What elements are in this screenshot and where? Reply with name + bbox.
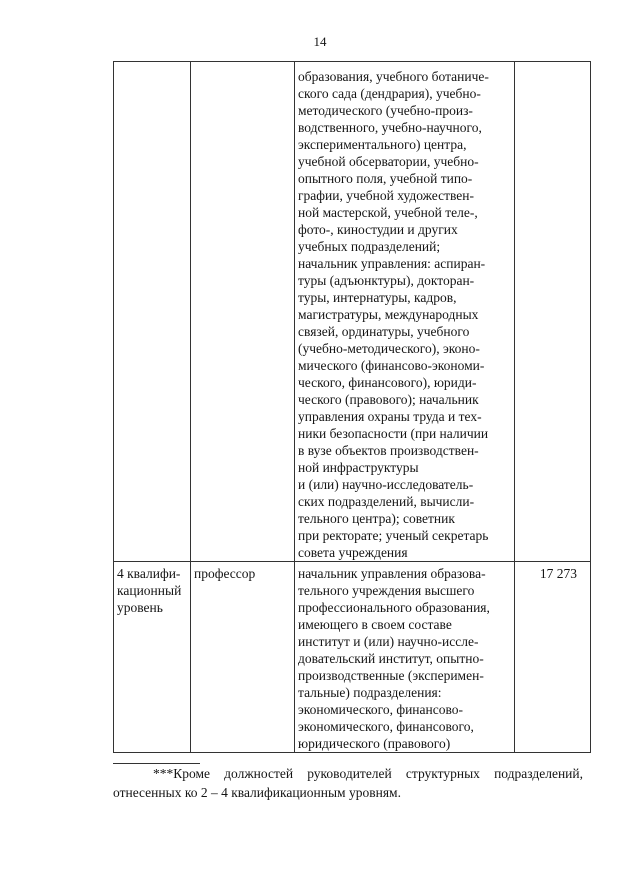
text-line: образования, учебного ботаниче- bbox=[298, 69, 489, 84]
text-line: начальник управления: аспиран- bbox=[298, 256, 486, 271]
level-cell bbox=[114, 562, 191, 753]
text-line: экспериментального) центра, bbox=[298, 137, 467, 152]
text-line: связей, ординатуры, учебного bbox=[298, 324, 470, 339]
text-line: имеющего в своем составе bbox=[298, 617, 452, 632]
table-row bbox=[114, 562, 591, 753]
text-line: начальник управления образова- bbox=[298, 566, 486, 581]
text-line: туры (адъюнктуры), докторан- bbox=[298, 273, 475, 288]
text-line: (учебно-методического), эконо- bbox=[298, 341, 480, 356]
footnote-line: ***Кроме должностей руководителей структурных подразделений, bbox=[153, 766, 583, 781]
text-line: управления охраны труда и тех- bbox=[298, 409, 482, 424]
position-cell bbox=[191, 562, 295, 753]
duties-cell bbox=[295, 62, 515, 562]
text-line: производственные (эксперимен- bbox=[298, 668, 484, 683]
text-line: ческого (правового); начальник bbox=[298, 392, 479, 407]
text-line: экономического, финансового, bbox=[298, 719, 474, 734]
text-line: институт и (или) научно-иссле- bbox=[298, 634, 479, 649]
text-line: уровень bbox=[117, 600, 163, 615]
duties-cell bbox=[295, 562, 515, 753]
text-line: мического (финансово-экономи- bbox=[298, 358, 485, 373]
level-cell bbox=[114, 62, 191, 562]
text-line: магистратуры, международных bbox=[298, 307, 479, 322]
salary-cell bbox=[515, 562, 591, 753]
text-line: довательский институт, опытно- bbox=[298, 651, 484, 666]
position-text: профессор bbox=[194, 566, 256, 581]
text-line: ских подразделений, вычисли- bbox=[298, 494, 475, 509]
footnote bbox=[113, 764, 583, 802]
text-line: тальные) подразделения: bbox=[298, 685, 442, 700]
table-row bbox=[114, 62, 591, 562]
text-line: экономического, финансово- bbox=[298, 702, 464, 717]
text-line: учебных подразделений; bbox=[298, 239, 441, 254]
text-line: тельного учреждения высшего bbox=[298, 583, 475, 598]
level-text bbox=[117, 562, 187, 616]
text-line: ники безопасности (при наличии bbox=[298, 426, 489, 441]
page-number: 14 bbox=[313, 34, 327, 49]
text-line: кационный bbox=[117, 583, 182, 598]
text-line: ческого, финансового), юриди- bbox=[298, 375, 477, 390]
text-line: в вузе объектов производствен- bbox=[298, 443, 479, 458]
text-line: фото-, киностудии и других bbox=[298, 222, 458, 237]
text-line: учебной обсерватории, учебно- bbox=[298, 154, 479, 169]
text-line: 4 квалифи- bbox=[117, 566, 181, 581]
text-line: тельного центра); советник bbox=[298, 511, 455, 526]
qualification-table bbox=[113, 61, 591, 753]
text-line: при ректорате; ученый секретарь bbox=[298, 528, 489, 543]
salary-cell bbox=[515, 62, 591, 562]
footnote-line: отнесенных ко 2 – 4 квалификационным уровням. bbox=[113, 785, 401, 800]
text-line: и (или) научно-исследователь- bbox=[298, 477, 474, 492]
duties-text bbox=[298, 62, 511, 561]
text-line: ной инфраструктуры bbox=[298, 460, 419, 475]
text-line: ского сада (дендрария), учебно- bbox=[298, 86, 481, 101]
text-line: опытного поля, учебной типо- bbox=[298, 171, 473, 186]
text-line: туры, интернатуры, кадров, bbox=[298, 290, 457, 305]
text-line: графии, учебной художествен- bbox=[298, 188, 474, 203]
text-line: методического (учебно-произ- bbox=[298, 103, 473, 118]
text-line: профессионального образования, bbox=[298, 600, 490, 615]
text-line: ной мастерской, учебной теле-, bbox=[298, 205, 478, 220]
text-line: юридического (правового) bbox=[298, 736, 451, 751]
position-cell bbox=[191, 62, 295, 562]
text-line: совета учреждения bbox=[298, 545, 408, 560]
text-line: водственного, учебно-научного, bbox=[298, 120, 482, 135]
duties-text bbox=[298, 562, 511, 752]
salary-value: 17 273 bbox=[539, 566, 577, 581]
